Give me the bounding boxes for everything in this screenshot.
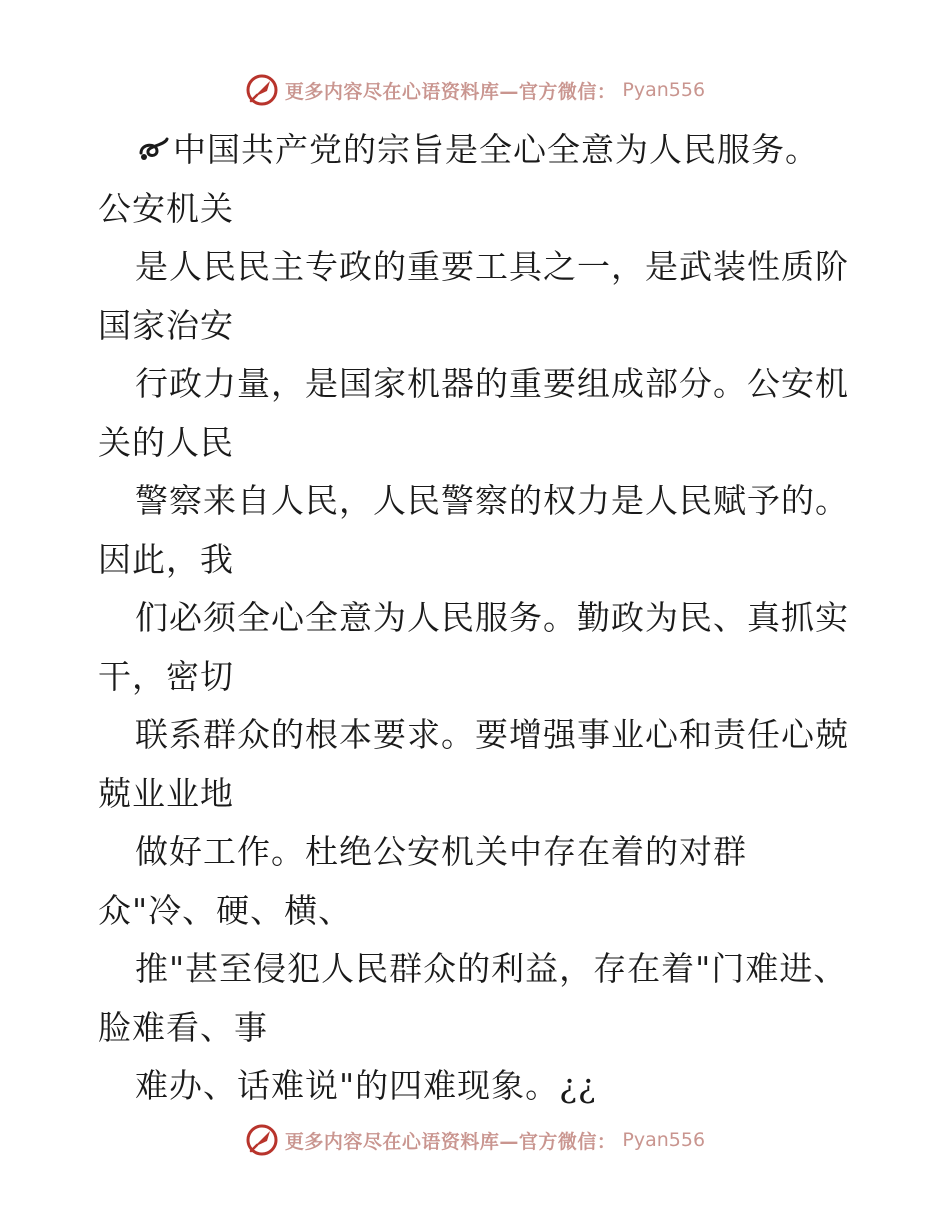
body-line: 行政力量，是国家机器的重要组成部分。公安机 (135, 364, 849, 403)
document-body (98, 121, 878, 1116)
body-line-text: 中国共产党的宗旨是全心全意为人民服务。 (173, 130, 819, 169)
header-banner (0, 70, 950, 110)
header-banner-contact: Pyan556 (622, 79, 706, 101)
quill-pen-logo-icon (245, 73, 279, 107)
body-line: 干，密切 (98, 656, 234, 696)
body-line: 脸难看、事 (98, 1007, 268, 1047)
body-line (98, 121, 878, 180)
quill-pen-logo-icon (245, 1123, 279, 1157)
body-line: 众"冷、硬、横、 (98, 890, 353, 930)
body-line: 难办、话难说"的四难现象。¿¿ (135, 1066, 597, 1105)
header-banner-text: 更多内容尽在心语资料库—官方微信： (284, 80, 617, 103)
body-line: 公安机关 (98, 188, 234, 228)
body-line: 兢业业地 (98, 773, 234, 813)
body-line: 国家治安 (98, 305, 234, 345)
footer-banner (0, 1120, 950, 1160)
body-line: 警察来自人民，人民警察的权力是人民赋予的。 (135, 481, 849, 520)
body-line: 是人民民主专政的重要工具之一，是武装性质阶 (135, 247, 849, 286)
footer-banner-contact: Pyan556 (622, 1129, 706, 1151)
body-line: 联系群众的根本要求。要增强事业心和责任心兢 (135, 715, 849, 754)
body-line: 们必须全心全意为人民服务。勤政为民、真抓实 (135, 598, 849, 637)
footer-banner-text: 更多内容尽在心语资料库—官方微信： (284, 1130, 617, 1153)
body-line: 做好工作。杜绝公安机关中存在着的对群 (135, 832, 747, 871)
body-line: 推"甚至侵犯人民群众的利益，存在着"门难进、 (135, 949, 848, 988)
body-line: 因此，我 (98, 539, 234, 579)
body-line: 关的人民 (98, 422, 234, 462)
ornamental-swirl-icon (135, 135, 173, 165)
